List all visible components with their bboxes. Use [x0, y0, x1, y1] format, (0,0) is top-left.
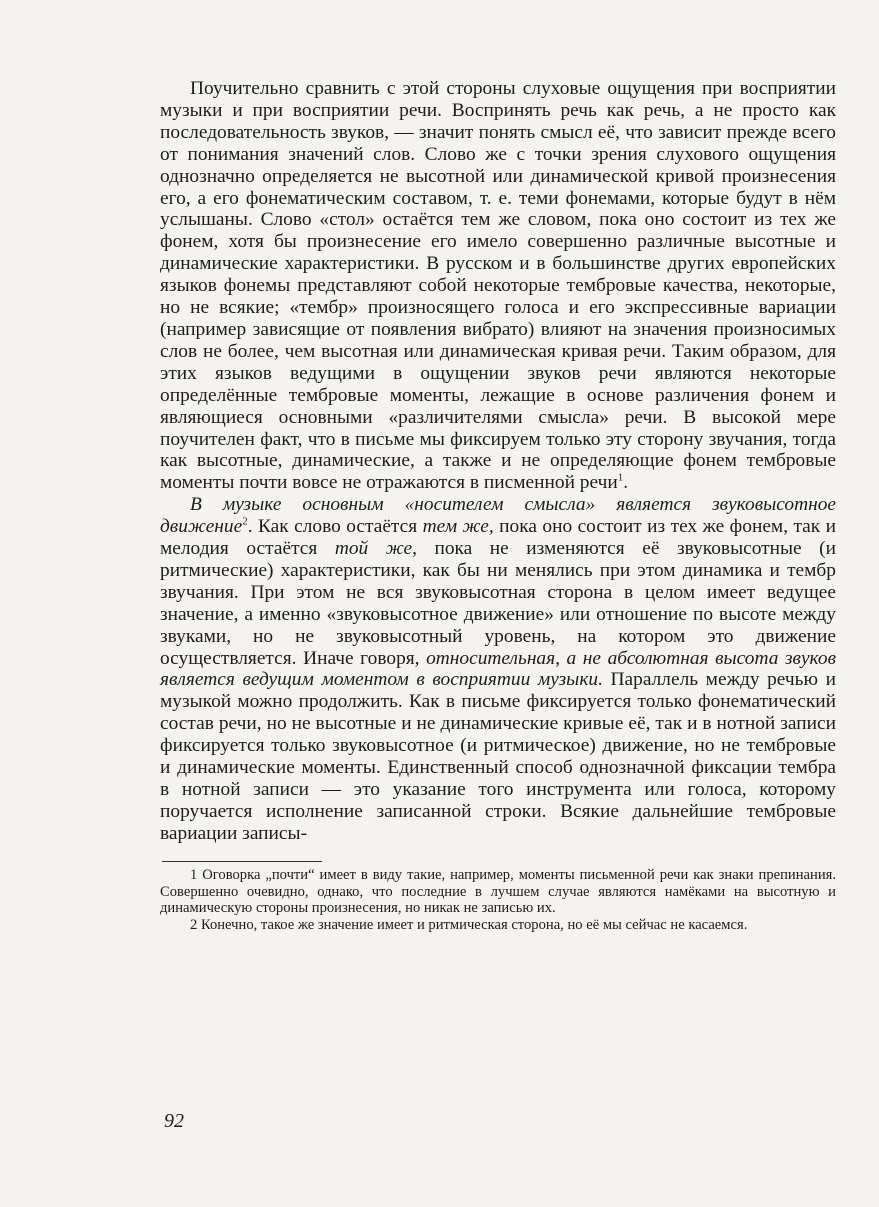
paragraph-2-italic-4: относительная, а не абсолютная высота звуков является ведущим моментом в восприятии музыки. [160, 647, 836, 691]
paragraph-2-text-1: . Как слово остаётся [247, 516, 423, 538]
paragraph-2-italic-3: той же [334, 538, 413, 560]
paragraph-2 [160, 494, 836, 845]
footnote-ref-2[interactable]: 2 [242, 515, 248, 528]
paragraph-1-end: . [623, 472, 629, 494]
footnote-ref-1[interactable]: 1 [617, 471, 624, 484]
paragraph-2-text-3: , пока не изменяются её звуковысотные (и ритмические) характеристики, как бы ни менялись при этом динамика и тембр звучания. При этом не вся звуковысотная сторона в целом имеет ведущее значение, а именно «звуковысотное движение» или отношение по высоте между звуками, но не звуковысотный уровень, на котором это движение осуществляется. Иначе говоря, [160, 538, 836, 669]
footnote-divider [162, 861, 322, 862]
footnote-2: 2 Конечно, такое же значение имеет и ритмическая сторона, но её мы сейчас не касаемся. [190, 917, 748, 934]
paragraph-1-text: Поучительно сравнить с этой стороны слуховые ощущения при восприятии музыки и при восприятии речи. Воспринять речь как речь, а не просто как последовательность звуков, — значит понять смысл её, что зависит прежде всего от понимания значений слов. Слово же с точки зрения слухового ощущения однозначно определяется не высотной или динамической кривой произнесения его, а его фонематическим составом, т. е. теми фонемами, которые будут в нём услышаны. Слово «стол» остаётся тем же словом, пока оно состоит из тех же фонем, хотя бы произнесение его имело совершенно различные высотные и динамические характеристики. В русском и в большинстве других европейских языков фонемы представляют собой некоторые тембровые качества, некоторые, но не всякие; «тембр» произносящего голоса и его экспрессивные вариации (например зависящие от появления вибрато) влияют на значения произносимых слов не более, чем высотная или динамическая кривая речи. Таким образом, для этих языков ведущими в ощущении звуков речи являются некоторые определённые тембровые моменты, лежащие в основе различения фонем и являющиеся основными «различителями смысла» речи. В высокой мере поучителен факт, что в письме мы фиксируем только эту сторону звучания, тогда как высотные, динамические, а также и не определяющие фонем тембровые моменты почти вовсе не отражаются в писменной речи [160, 78, 836, 494]
paragraph-2-text-4: Параллель между речью и музыкой можно продолжить. Как в письме фиксируется только фонематический состав речи, но не высотные и не динамические кривые её, так и в нотной записи фиксируется только звуковысотное (и ритмическое) движение, но не тембровые и динамические моменты. Единственный способ однозначной фиксации тембра в нотной записи — это указание того инструмента или голоса, которому поручается исполнение записанной строки. Всякие дальнейшие тембровые вариации записы- [160, 669, 836, 844]
footnote-1: 1 Оговорка „почти“ имеет в виду такие, например, моменты письменной речи как знаки препинания. Совершенно очевидно, однако, что последние в лучшем случае являются намёками на высотную и динамическую стороны произнесения, но никак не записью их. [160, 866, 836, 917]
page-body [160, 78, 836, 934]
paragraph-1 [160, 78, 836, 494]
paragraph-2-italic-2: тем же, [422, 516, 494, 538]
page-number: 92 [164, 1110, 184, 1132]
paragraph-2-italic-1: В музыке основным «носителем смысла» является звуковысотное движение [160, 494, 836, 538]
paragraph-2-text-2: пока оно состоит из тех же фонем, так и мелодия остаётся [160, 516, 836, 560]
